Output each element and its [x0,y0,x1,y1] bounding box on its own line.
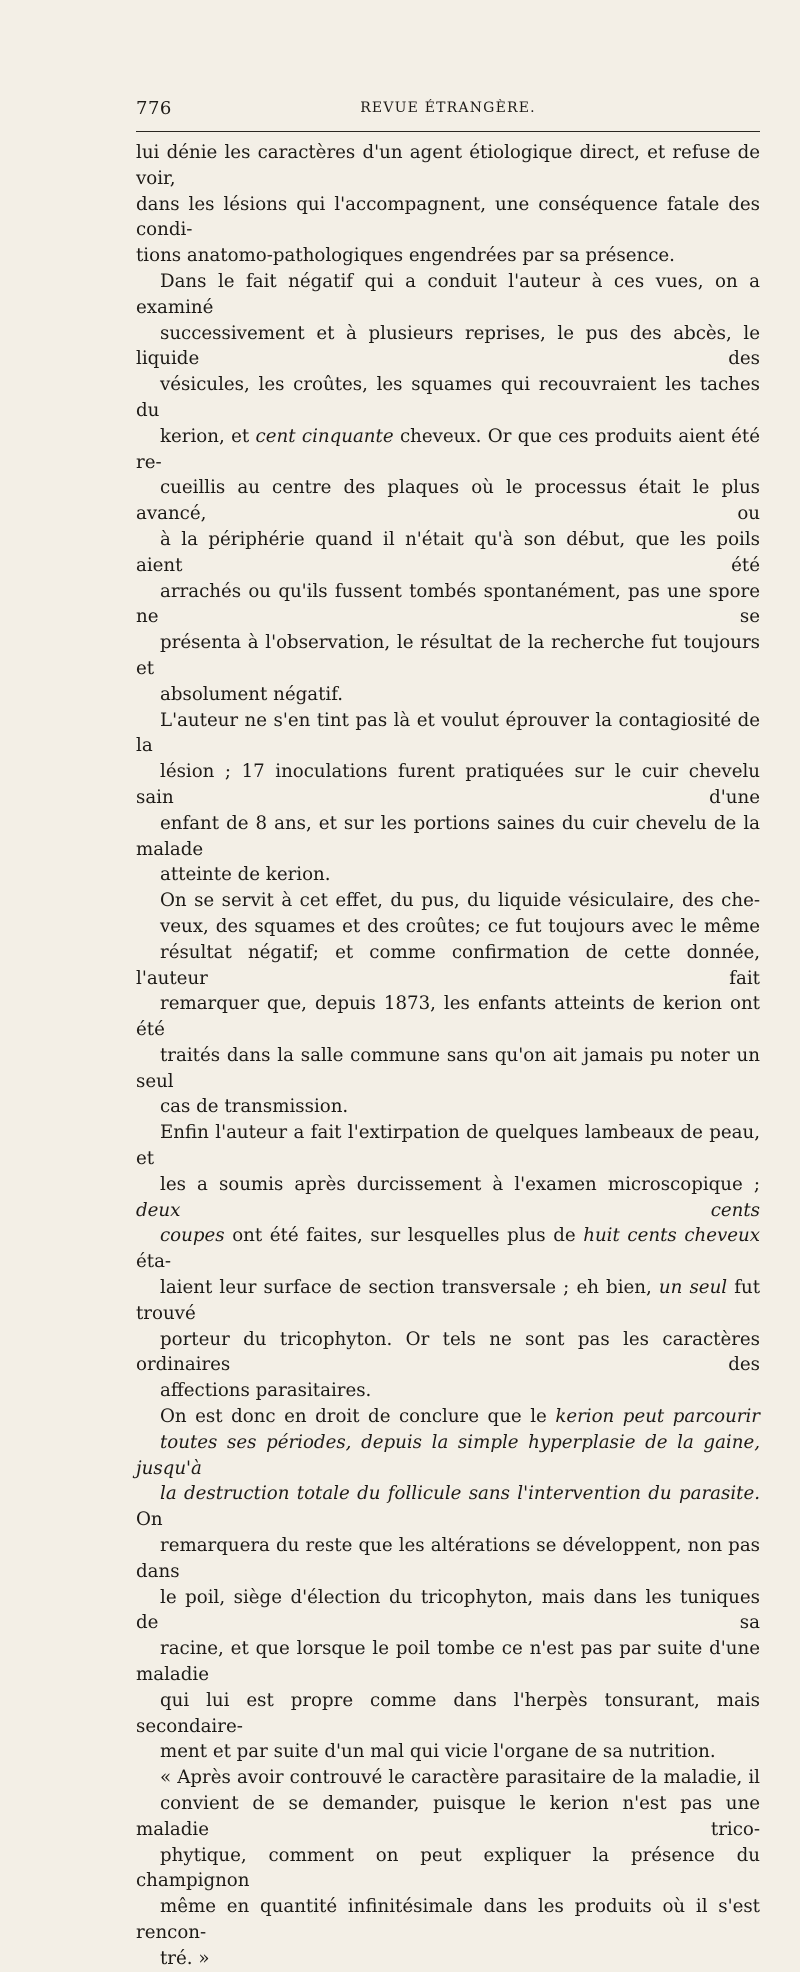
text-segment: tions anatomo-pathologiques engendrées par sa présence. [136,245,675,267]
text-line [136,1791,760,1843]
body-text [136,140,760,1972]
text-line [136,1327,760,1379]
text-segment: même en quantité infinitésimale dans les produits où il s'est rencon- [136,1896,760,1943]
text-line [136,1636,760,1688]
text-line [136,940,760,992]
paragraph [136,1404,760,1765]
italic-text: un seul [658,1277,728,1299]
paragraph [136,269,760,708]
text-line [136,1120,760,1172]
text-line [136,1430,760,1482]
text-segment: remarquer que, depuis 1873, les enfants atteints de kerion ont été [136,993,760,1041]
text-line [136,1533,760,1585]
text-segment: kerion, et [160,425,256,447]
text-segment: On se servit à cet effet, du pus, du liquide vésiculaire, des che- [160,890,760,912]
italic-text: huit cents cheveux [583,1225,760,1247]
italic-text: kerion peut parcourir [555,1406,760,1428]
text-segment: atteinte de kerion. [160,864,331,886]
text-segment: phytique, comment on peut expliquer la présence du champignon [136,1844,760,1892]
text-segment: « Après avoir controuvé le caractère parasitaire de la maladie, il [160,1767,760,1789]
text-line [136,140,760,192]
text-line [136,888,760,914]
italic-text: la destruction totale du follicule sans l'intervention du parasite. [160,1483,760,1505]
text-segment: convient de se demander, puisque le kerion n'est pas une maladie trico- [136,1793,760,1840]
page-header [136,98,760,124]
text-segment: traités dans la salle commune sans qu'on ait jamais pu noter un seul [136,1044,760,1092]
text-segment: successivement et à plusieurs reprises, le pus des abcès, le liquide des [136,322,760,370]
text-line [136,1043,760,1095]
text-line [136,1378,760,1404]
text-segment: absolument négatif. [160,683,344,705]
text-segment: ment et par suite d'un mal qui vicie l'organe de sa nutrition. [160,1741,716,1763]
text-line [136,1275,760,1327]
text-line [136,914,760,940]
italic-text: toutes ses périodes, depuis la simple hyperplasie de la gaine, jusqu'à [136,1431,760,1479]
text-segment: qui lui est propre comme dans l'herpès tonsurant, mais secondaire- [136,1689,760,1737]
text-line [136,862,760,888]
paragraph [136,888,760,1120]
text-line [136,811,760,863]
text-segment: enfant de 8 ans, et sur les portions saines du cuir chevelu de la malade [136,812,760,860]
text-segment: arrachés ou qu'ils fussent tombés spontanément, pas une spore ne se [136,580,760,628]
text-segment: lésion ; 17 inoculations furent pratiquées sur le cuir chevelu sain d'une [136,761,760,808]
text-segment: éta- [136,1251,172,1273]
text-line [136,1894,760,1946]
text-segment: Dans le fait négatif qui a conduit l'auteur à ces vues, on a examiné [136,270,760,318]
text-segment: fut trouvé [136,1277,760,1324]
text-segment: affections parasitaires. [160,1380,372,1402]
text-segment: le poil, siège d'élection du tricophyton, mais dans les tuniques de sa [136,1586,760,1634]
italic-text: coupes [160,1225,225,1247]
text-line [136,475,760,527]
text-segment: porteur du tricophyton. Or tels ne sont pas les caractères ordinaires des [136,1328,760,1376]
text-segment: les a soumis après durcissement à l'examen microscopique ; [160,1173,760,1195]
text-segment: tré. » [160,1947,210,1969]
text-line [136,991,760,1043]
text-segment: laient leur surface de section transversale ; eh bien, [160,1277,659,1299]
text-segment: à la périphérie quand il n'était qu'à son début, que les poils aient été [136,528,760,576]
page-number: 776 [136,98,172,119]
text-segment: vésicules, les croûtes, les squames qui recouvraient les taches du [136,374,760,421]
paragraph [136,708,760,889]
text-line [136,682,760,708]
text-line [136,1223,760,1275]
text-segment: L'auteur ne s'en tint pas là et voulut éprouver la contagiosité de la [136,709,760,757]
text-line [136,269,760,321]
text-line [136,630,760,682]
text-line [136,424,760,476]
text-line [136,1739,760,1765]
text-line [136,372,760,424]
text-line [136,1843,760,1895]
text-line [136,759,760,811]
text-segment: On [136,1509,163,1531]
text-segment: On est donc en droit de conclure que le [160,1406,556,1428]
text-line [136,321,760,373]
italic-text: cent cinquante [255,425,394,447]
running-head: REVUE ÉTRANGÈRE. [360,100,536,116]
text-segment: présenta à l'observation, le résultat de la recherche fut toujours et [136,632,760,679]
text-line [136,1404,760,1430]
text-line [136,1481,760,1533]
text-line [136,1765,760,1791]
text-segment: remarquera du reste que les altérations se développent, non pas dans [136,1535,760,1582]
text-line [136,527,760,579]
text-segment: racine, et que lorsque le poil tombe ce n'est pas par suite d'une maladie [136,1638,760,1686]
text-segment: cas de transmission. [160,1096,349,1118]
text-line [136,1688,760,1740]
text-segment: Enfin l'auteur a fait l'extirpation de quelques lambeaux de peau, et [136,1122,760,1170]
text-line [136,1172,760,1224]
text-segment: lui dénie les caractères d'un agent étiologique direct, et refuse de voir, [136,142,760,189]
text-segment: ont été faites, sur lesquelles plus de [224,1225,584,1247]
paragraph [136,140,760,269]
text-segment: cheveux. Or que ces produits aient été re- [136,425,760,473]
text-line [136,579,760,631]
text-line [136,1946,760,1972]
text-line [136,1094,760,1120]
text-segment: résultat négatif; et comme confirmation de cette donnée, l'auteur fait [136,941,760,989]
italic-text: deux cents [136,1199,760,1221]
text-segment: dans les lésions qui l'accompagnent, une conséquence fatale des condi- [136,193,760,241]
text-line [136,708,760,760]
header-rule [136,131,760,132]
text-line [136,192,760,244]
text-line [136,1585,760,1637]
paragraph [136,1120,760,1404]
text-segment: veux, des squames et des croûtes; ce fut toujours avec le même [160,915,760,937]
text-line [136,243,760,269]
text-segment: cueillis au centre des plaques où le processus était le plus avancé, ou [136,477,760,525]
paragraph [136,1765,760,1971]
